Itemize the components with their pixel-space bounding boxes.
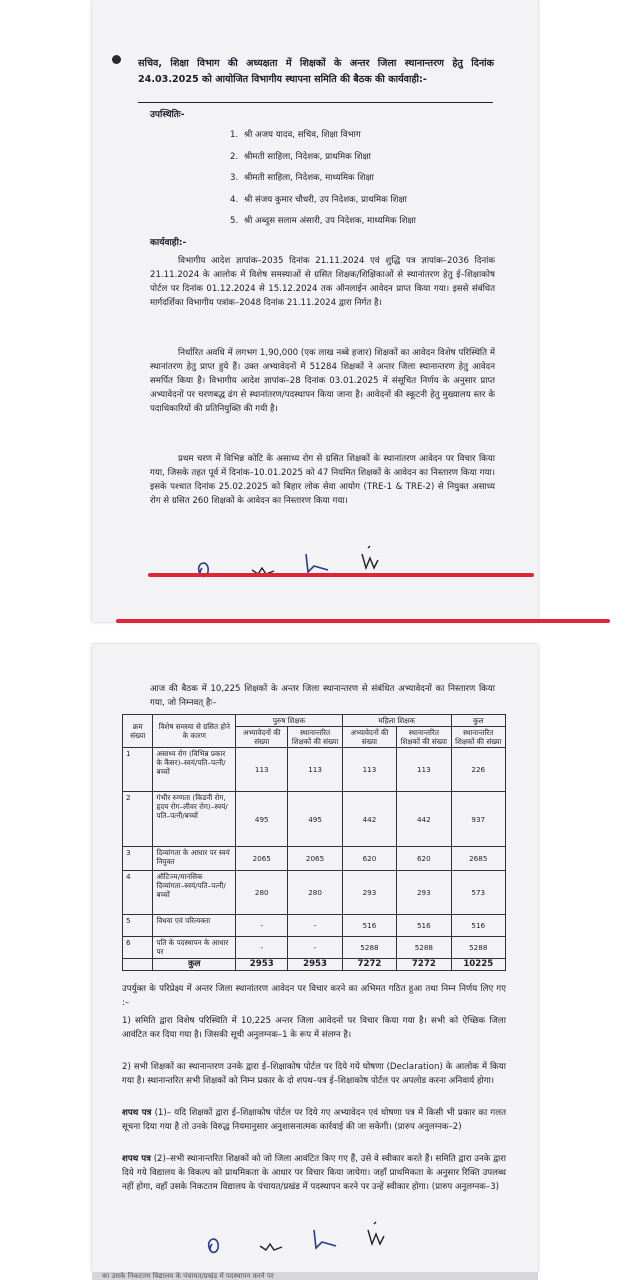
header-reason: विशेष समस्या से ग्रसित होने के कारण	[153, 715, 236, 748]
cell-reason: दिव्यांगता के आधार पर स्वयं नियुक्त	[153, 847, 236, 871]
cell-total: 2685	[451, 847, 505, 871]
signature-2	[260, 1244, 282, 1250]
cell-male-transferred: 280	[288, 871, 342, 915]
meeting-heading: सचिव, शिक्षा विभाग की अध्यक्षता में शिक्षकों के अन्तर जिला स्थानान्तरण हेतु दिनांक 24.03.2025 को आयोजित विभागीय स्थापना समिति की बैठक की कार्यवाही:-	[138, 58, 494, 85]
paragraph-3: प्रथम चरण में विभिन्न कोटि के असाध्य रोग से ग्रसित शिक्षकों के स्थानांतरण आवेदन पर विचार किया गया, जिसके तहत पूर्व में दिनांक–10.01.2025 को 47 नियमित शिक्षकों के आवेदन का निस्तारण किया गया। इसके पश्चात दिनांक 25.02.2025 को बिहार लोक सेवा आयोग (TRE-1 & TRE-2) से नियुक्त असाध्य रोग से ग्रसित 260 शिक्षकों के आवेदन का निस्तारण किया गया।	[150, 454, 495, 506]
cell-reason: पति के पदस्थापन के आधार पर	[153, 937, 236, 959]
cell-serial: 1	[123, 748, 153, 792]
cell-male-transferred: 495	[288, 792, 342, 847]
document-page-2	[92, 644, 538, 1272]
table-row	[123, 847, 506, 871]
oath-1-text: (1)– यदि शिक्षकों द्वारा ई–शिक्षाकोष पोर्टल पर दिये गए अभ्यावेदन एवं घोषणा पत्र में किसी भी प्रकार का गलत सूचना दिया गया है तो उनके विरुद्ध नियमानुसार अनुशासनात्मक कार्रवाई की जा सकेगी। (प्रारुप अनुलग्नक–2)	[122, 1108, 506, 1132]
cell-serial: 2	[123, 792, 153, 847]
header-male: पुरुष शिक्षक	[236, 715, 343, 727]
cell-female-transferred: 620	[397, 847, 451, 871]
paragraph-after-table: उपर्युक्त के परिप्रेक्ष्य में अन्तर जिला स्थानांतरण आवेदन पर विचार करने का अभिमत गठित हुआ तथा निम्न निर्णय लिए गए :–	[122, 984, 506, 1008]
paragraph-1: विभागीय आदेश ज्ञापांक–2035 दिनांक 21.11.2024 एवं शुद्धि पत्र ज्ञापांक–2036 दिनांक 21.11.2024 के आलोक में विशेष समस्याओं से ग्रसित शिक्षक/शिक्षिकाओं से स्थानांतरण हेतु ई–शिक्षाकोष पोर्टल पर दिनांक 01.12.2024 से 15.12.2024 तक ऑनलाईन आवेदन प्राप्त किया गया। इससे संबंधित मार्गदर्शिका विभागीय पत्रांक–2048 दिनांक 21.11.2024 द्वारा निर्गत है।	[150, 256, 495, 308]
subheader-male-transferred: स्थानान्तरित शिक्षकों की संख्या	[288, 727, 342, 748]
cell-male-transferred: 2065	[288, 847, 342, 871]
table-row	[123, 937, 506, 959]
cell-female-transferred: 113	[397, 748, 451, 792]
attendee-list	[230, 128, 510, 236]
signatures-page-2	[202, 1220, 402, 1258]
oath-2	[122, 1152, 506, 1194]
header-total: कुल	[451, 715, 505, 727]
oath-2-label: शपथ पत्र	[122, 1154, 151, 1164]
oath-1-label: शपथ पत्र	[122, 1108, 152, 1118]
cell-female-applications: 113	[342, 748, 396, 792]
transfer-summary-table	[122, 714, 506, 971]
cell-male-transferred-total: 2953	[288, 959, 342, 971]
cell-reason: ऑटिज्म/मानसिक दिव्यांगता–स्वयं/पति–पत्नी/बच्चों	[153, 871, 236, 915]
document-page-1	[92, 0, 538, 622]
cell-total-label: कुल	[153, 959, 236, 971]
table-row	[123, 915, 506, 937]
cell-reason: गंभीर रुग्णता (किडनी रोग, हृदय रोग–लीवर रोग)–स्वयं/पति–पत्नी/बच्चों	[153, 792, 236, 847]
cell-total: 516	[451, 915, 505, 937]
header-serial: क्रम संख्या	[123, 715, 153, 748]
cell-total: 226	[451, 748, 505, 792]
red-annotation-line	[148, 573, 534, 577]
signatures-page-1	[192, 544, 392, 584]
decision-2: 2) सभी शिक्षकों का स्थानान्तरण उनके द्वारा ई–शिक्षाकोष पोर्टल पर दिये गये घोषणा (Declaration) के आलोक में किया गया है। स्थानान्तरित सभी शिक्षकों को निम्न प्रकार के दो शपथ–पत्र ई–शिक्षाकोष पोर्टल पर अपलोड करना अनिवार्य होगा।	[122, 1062, 506, 1086]
heading-underline	[138, 102, 493, 103]
cell-male-applications-total: 2953	[236, 959, 288, 971]
cell-male-applications: 280	[236, 871, 288, 915]
cell-female-applications: 516	[342, 915, 396, 937]
decision-1: 1) समिति द्वारा विशेष परिस्थिति में 10,225 अन्तर जिला आवेदनों पर विचार किया गया है। सभी को ऐच्छिक जिला आवंटित कर दिया गया है। जिसकी सूची अनुलग्नक–1 के रूप में संलग्न है।	[122, 1016, 506, 1040]
cell-female-transferred-total: 7272	[397, 959, 451, 971]
cell-female-transferred: 5288	[397, 937, 451, 959]
next-page-edge: का उसके निकटतम विद्यालय के पंचायत/प्रखंड में पदस्थापन करने पर	[92, 1272, 538, 1280]
cell-male-transferred: -	[288, 915, 342, 937]
cell-serial: 6	[123, 937, 153, 959]
red-annotation-line	[116, 619, 610, 623]
punch-hole-icon	[112, 55, 121, 64]
proceedings-label: कार्यवाही:-	[150, 238, 187, 248]
cell-grand-total: 10225	[451, 959, 505, 971]
cell-female-transferred: 442	[397, 792, 451, 847]
cell-female-applications: 442	[342, 792, 396, 847]
cell-female-applications-total: 7272	[342, 959, 396, 971]
signature-3	[314, 1230, 336, 1248]
cell-male-transferred: 113	[288, 748, 342, 792]
signature-1	[209, 1239, 219, 1252]
cell-reason: असाध्य रोग (विभिन्न प्रकार के कैंसर)–स्वयं/पति–पत्नी/बच्चों	[153, 748, 236, 792]
cell-serial: 3	[123, 847, 153, 871]
signature-3	[306, 554, 328, 572]
attendee-item: 4. श्री संजय कुमार चौधरी, उप निदेशक, प्राथमिक शिक्षा	[230, 194, 407, 205]
cell-female-applications: 293	[342, 871, 396, 915]
meeting-intro: आज की बैठक में 10,225 शिक्षकों के अन्तर जिला स्थानान्तरण से संबंधित अभ्यावेदनों का निस्तारण किया गया, जो निम्नवत् हैः–	[150, 684, 495, 708]
cell-female-transferred: 516	[397, 915, 451, 937]
signature-4	[368, 1222, 384, 1244]
attendee-item: 2. श्रीमती साहिला, निदेशक, प्राथमिक शिक्षा	[230, 151, 371, 162]
oath-1	[122, 1106, 506, 1134]
cell-male-transferred: -	[288, 937, 342, 959]
cell-female-applications: 620	[342, 847, 396, 871]
table-totals-row	[123, 959, 506, 971]
oath-2-text: (2)–सभी स्थानान्तरित शिक्षकों को जो जिला आवंटित किए गए हैं, उसे वे स्वीकार करते हैं। समिति द्वारा उनके द्वारा दिये गये विद्यालय के विकल्प को प्राथमिकता के आधार पर विचार किया जायेगा। जहाँ प्राथमिकता के अनुसार रिक्ति उपलब्ध नहीं होगा, वहाँ उसके निकटतम विद्यालय के पंचायत/प्रखंड में पदस्थापन करने पर उन्हें स्वीकार होगा। (प्रारुप अनुलग्नक–3)	[122, 1154, 507, 1192]
subheader-total-transferred: स्थानान्तरित शिक्षकों की संख्या	[451, 727, 505, 748]
cell-male-applications: 495	[236, 792, 288, 847]
cell-serial: 4	[123, 871, 153, 915]
subheader-female-transferred: स्थानान्तरित शिक्षकों की संख्या	[397, 727, 451, 748]
cell-reason: विधवा एवं परित्यक्ता	[153, 915, 236, 937]
subheader-male-applications: अभ्यावेदनों की संख्या	[236, 727, 288, 748]
subheader-female-applications: अभ्यावेदनों की संख्या	[342, 727, 396, 748]
attendee-item: 1. श्री अजय यादव, सचिव, शिक्षा विभाग	[230, 130, 361, 140]
cell-male-applications: 2065	[236, 847, 288, 871]
attendee-item: 5. श्री अब्दुस सलाम अंसारी, उप निदेशक, माध्यमिक शिक्षा	[230, 216, 416, 226]
table-row	[123, 748, 506, 792]
cell-female-applications: 5288	[342, 937, 396, 959]
header-female: महिला शिक्षक	[342, 715, 451, 727]
cell-female-transferred: 293	[397, 871, 451, 915]
cell-male-applications: -	[236, 915, 288, 937]
attendee-item: 3. श्रीमती साहिला, निदेशक, माध्यमिक शिक्षा	[230, 173, 374, 183]
cell-male-applications: -	[236, 937, 288, 959]
signature-4	[362, 546, 378, 568]
attendance-label: उपस्थितिः-	[150, 110, 185, 120]
table-row	[123, 871, 506, 915]
cell-total: 573	[451, 871, 505, 915]
cell-total: 937	[451, 792, 505, 847]
cell-serial: 5	[123, 915, 153, 937]
cell-male-applications: 113	[236, 748, 288, 792]
cell-total: 5288	[451, 937, 505, 959]
table-row	[123, 792, 506, 847]
paragraph-2: निर्धारित अवधि में लगभग 1,90,000 (एक लाख नब्बे हजार) शिक्षकों का आवेदन विशेष परिस्थिति में स्थानांतरण हेतु प्राप्त हुये हैं। उक्त अभ्यावेदनों में 51284 शिक्षकों ने अन्तर जिला स्थानान्तरण हेतु आवेदन समर्पित किया है। विभागीय आदेश ज्ञापांक–28 दिनांक 03.01.2025 में संसूचित निर्णय के अनुसार प्राप्त अभ्यावेदनों पर चरणबद्ध ढंग से स्थानांतरण/पदस्थापन किया जाना है। आवेदनों की स्कूटनी हेतु मुख्यालय स्तर के पदाधिकारियों की प्रतिनियुक्ति की गयी है।	[150, 348, 495, 414]
